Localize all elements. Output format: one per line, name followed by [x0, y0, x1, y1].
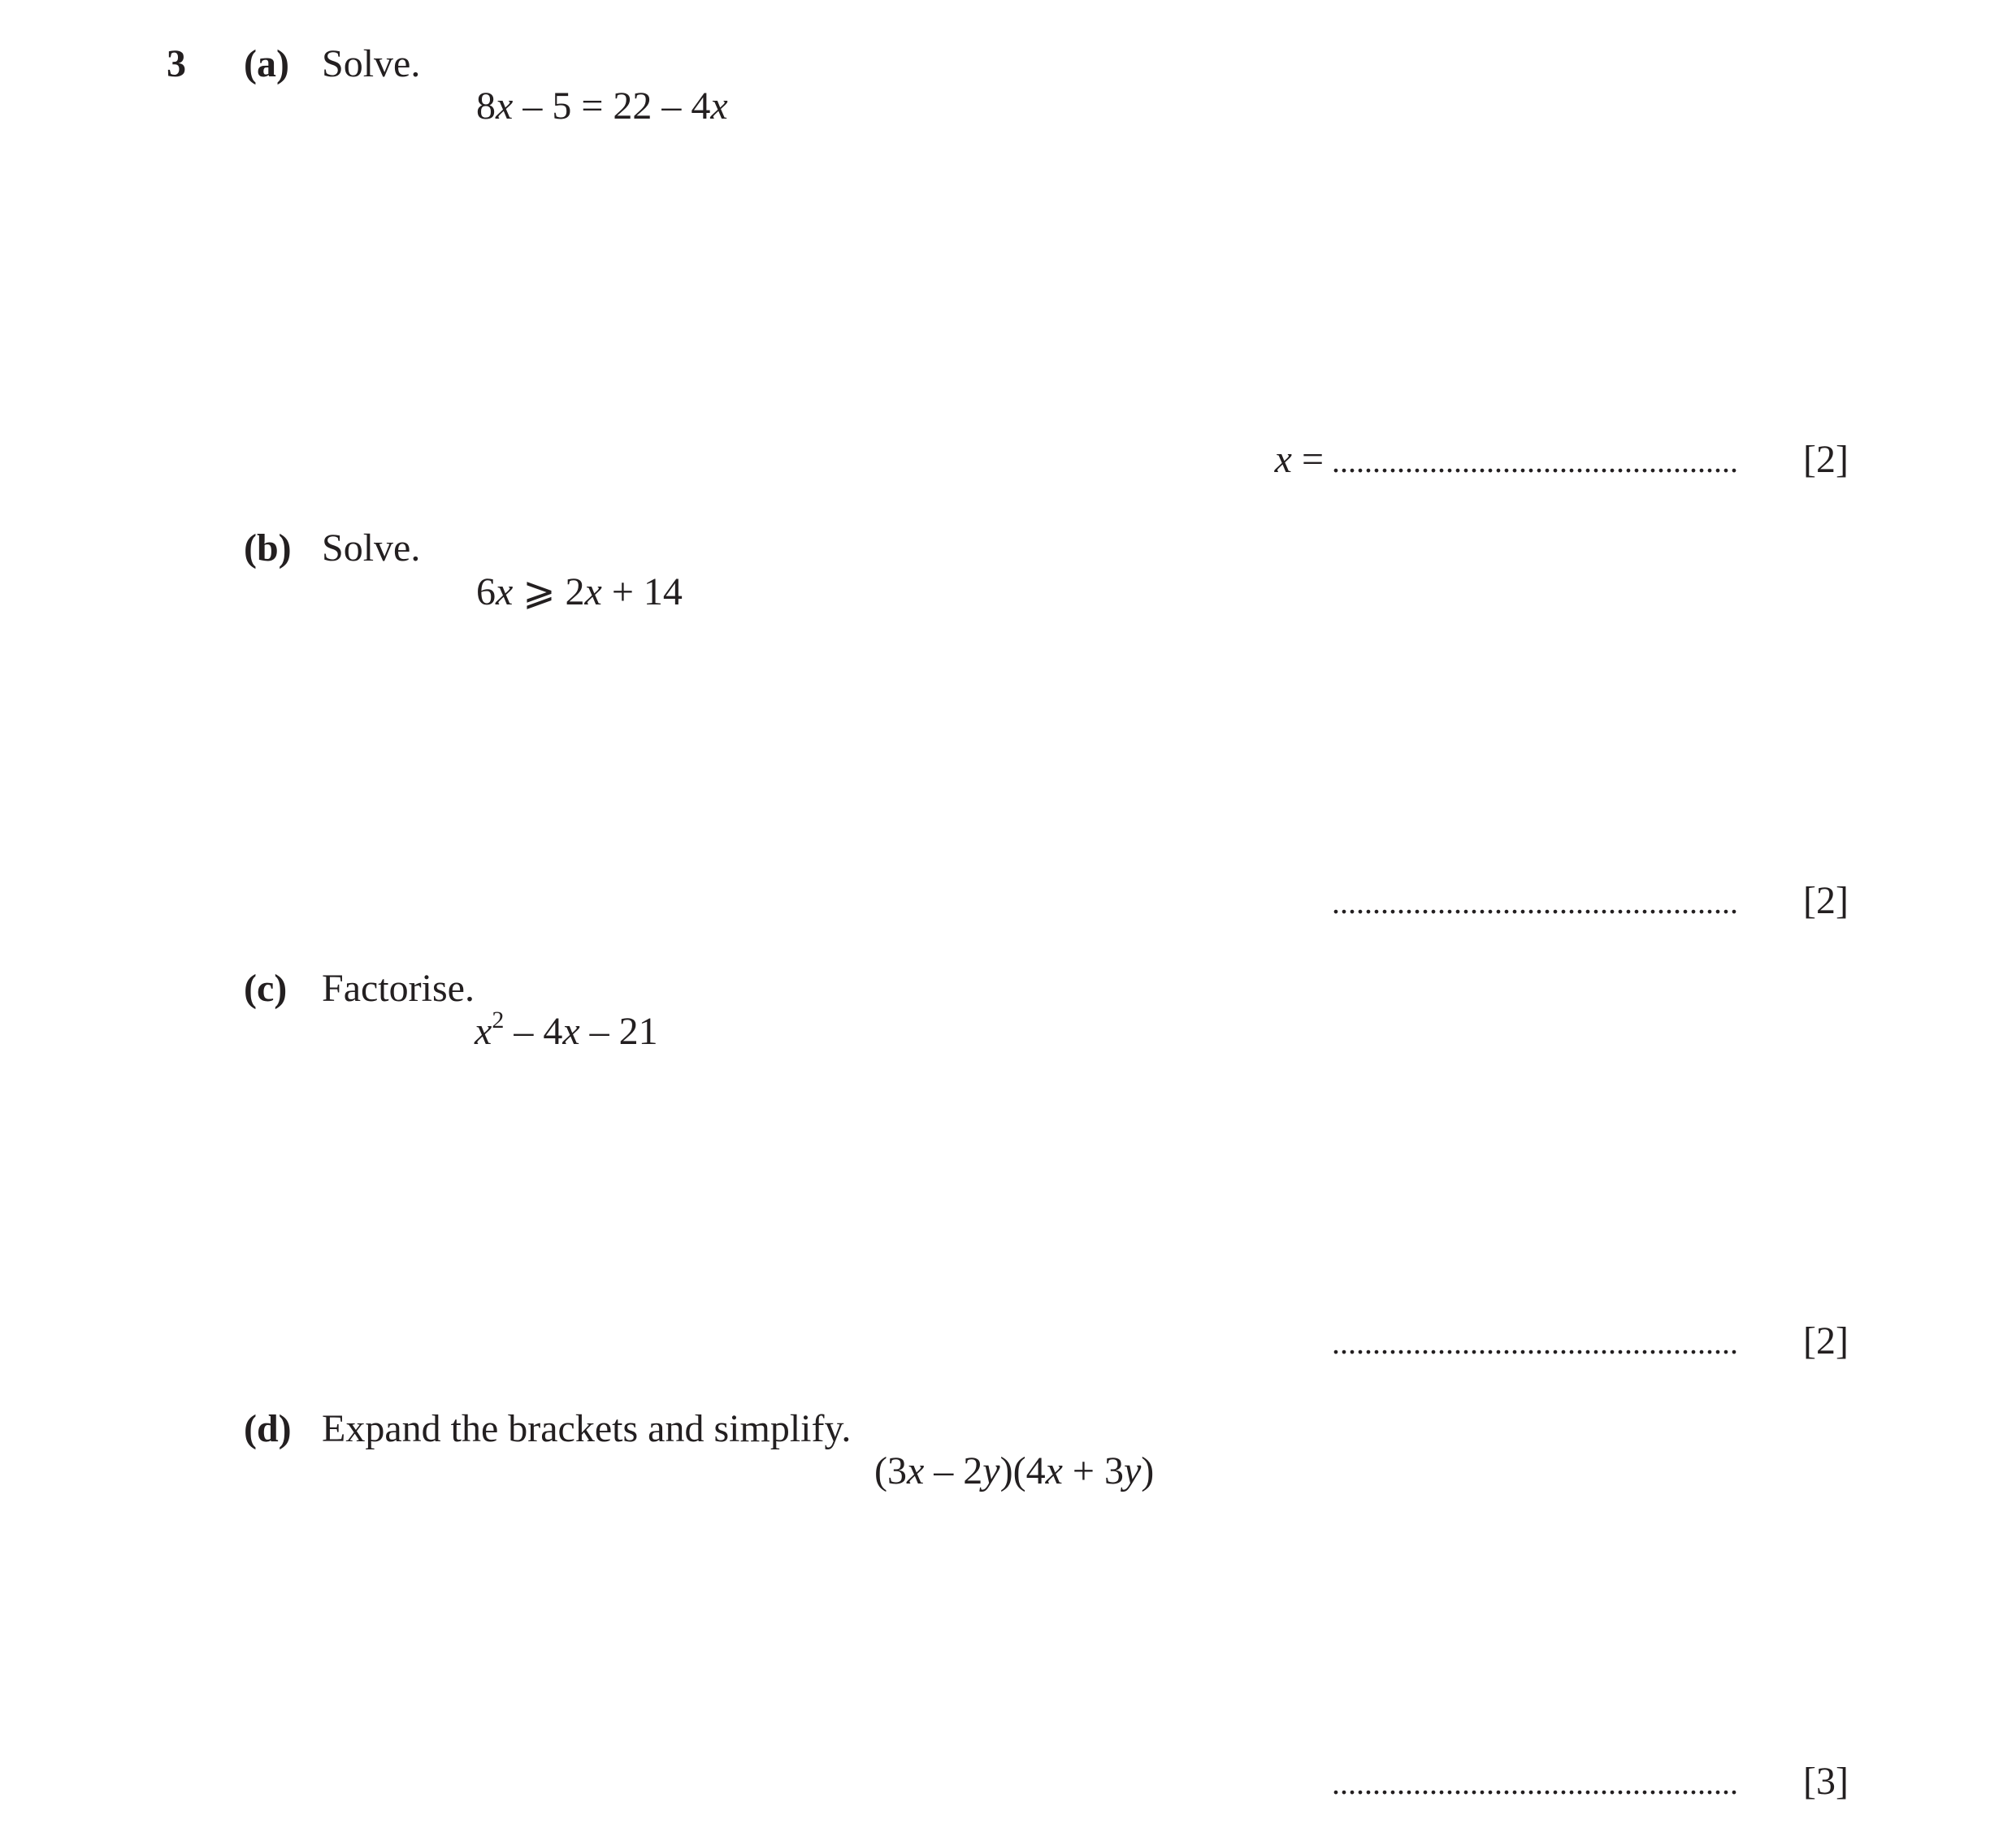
part-a-answer-dots[interactable]: ..................................................: [1332, 445, 1739, 478]
question-number: 3: [167, 42, 186, 85]
part-c-expression: $x^2 - 4x - 21$: [475, 1007, 658, 1053]
part-b-label: (b): [244, 526, 292, 570]
part-a-answer-line[interactable]: [1275, 440, 1849, 479]
part-c-answer-line[interactable]: [1332, 1319, 1849, 1362]
part-b-instruction: Solve.: [322, 526, 421, 570]
part-d-expression: (3x – 2y)(4x + 3y): [874, 1449, 1155, 1492]
part-a-expression: 8x – 5 = 22 – 4x: [476, 84, 728, 128]
part-d-marks: [3]: [1803, 1760, 1849, 1803]
part-c-label: (c): [244, 967, 288, 1010]
part-d-answer-dots[interactable]: ..................................................: [1332, 1767, 1739, 1800]
part-a-instruction: Solve.: [322, 42, 421, 85]
part-d-label: (d): [244, 1407, 292, 1450]
part-b-marks: [2]: [1803, 879, 1849, 922]
part-c-marks: [2]: [1803, 1319, 1849, 1362]
part-d-answer-line[interactable]: [1332, 1762, 1849, 1801]
part-a-marks: [2]: [1803, 438, 1849, 481]
part-c-instruction: Factorise.: [322, 967, 475, 1010]
part-c-answer-dots[interactable]: ..................................................: [1332, 1327, 1739, 1359]
part-d-instruction: Expand the brackets and simplify.: [322, 1407, 852, 1450]
part-b-expression: 6x ⩾ 2x + 14: [476, 570, 683, 613]
part-a-answer-prefix: x =: [1274, 438, 1324, 481]
part-b-answer-dots[interactable]: ..................................................: [1332, 886, 1739, 919]
part-a-label: (a): [244, 42, 289, 85]
part-b-answer-line[interactable]: [1332, 879, 1849, 922]
